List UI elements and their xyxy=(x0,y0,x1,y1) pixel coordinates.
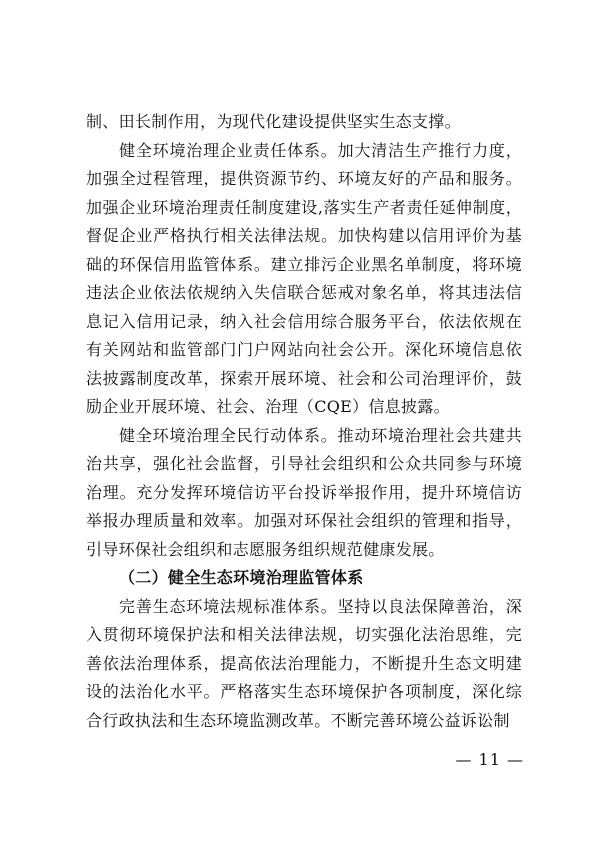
body-text xyxy=(86,108,522,735)
paragraph-regulations: 完善生态环境法规标准体系。坚持以良法保障善治，深入贯彻环境保护法和相关法律法规，切实强化法治思维，完善依法治理体系，提高依法治理能力，不断提升生态文明建设的法治化水平。严格落实生态环境保护各项制度，深化综合行政执法和生态环境监测改革。不断完善环境公益诉讼制 xyxy=(86,596,522,730)
paragraph-public-action: 健全环境治理全民行动体系。推动环境治理社会共建共治共享，强化社会监督，引导社会组织和公众共同参与环境治理。充分发挥环境信访平台投诉举报作用，提升环境信访举报办理质量和效率。加强对环保社会组织的管理和指导，引导环保社会组织和志愿服务组织规范健康发展。 xyxy=(86,425,522,559)
section-heading: （二）健全生态环境治理监管体系 xyxy=(119,568,364,587)
paragraph-enterprise-responsibility: 健全环境治理企业责任体系。加大清洁生产推行力度，加强全过程管理，提供资源节约、环境友好的产品和服务。加强企业环境治理责任制度建设,落实生产者责任延伸制度，督促企业严格执行相关法律法规。加快构建以信用评价为基础的环保信用监管体系。建立排污企业黑名单制度，将环境违法企业依法依规纳入失信联合惩戒对象名单，将其违法信息记入信用记录，纳入社会信用综合服务平台，依法依规在有关网站和监管部门门户网站向社会公开。深化环境信息依法披露制度改革，探索开展环境、社会和公司治理评价，鼓励企业开展环境、社会、治理（CQE）信息披露。 xyxy=(86,140,522,416)
paragraph-continuation: 制、田长制作用，为现代化建设提供坚实生态支撑。 xyxy=(86,112,461,131)
page-number: — 11 — xyxy=(455,750,524,769)
